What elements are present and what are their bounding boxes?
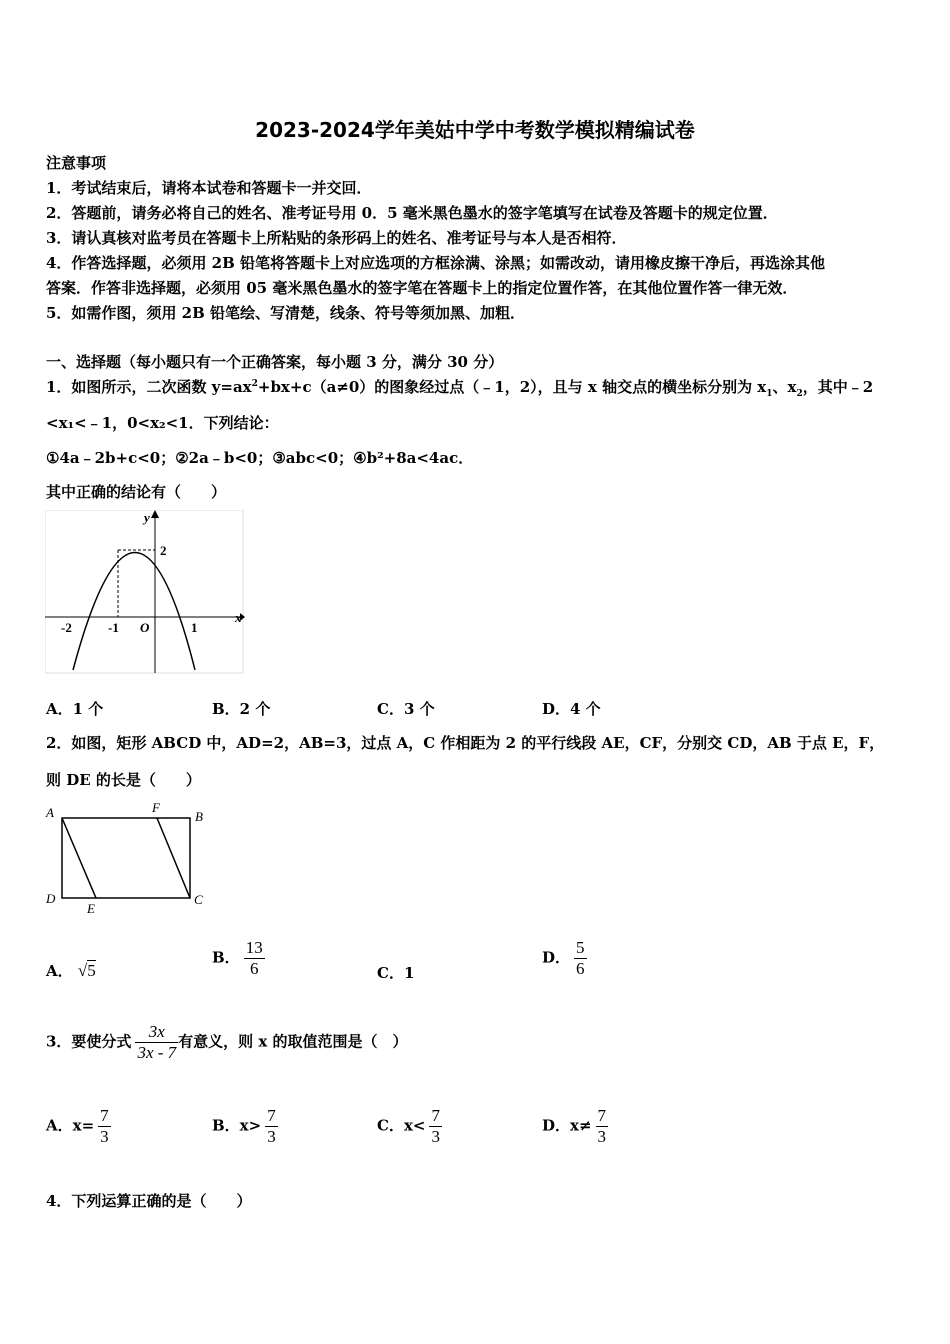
q3-option-c[interactable]: C．x< $\frac{7}{3}$ [377,1106,440,1146]
q1-option-d[interactable]: D．4 个 [542,700,601,718]
point-label: E [87,901,95,915]
tick-label: 2 [160,543,167,558]
q1-option-c[interactable]: C．3 个 [377,700,435,718]
origin-label: O [140,620,150,635]
page-title: 2023-2024学年美姑中学中考数学模拟精编试卷 [255,118,695,142]
section-heading: 一、选择题（每小题只有一个正确答案，每小题 3 分，满分 30 分） [46,353,504,371]
q1-option-a[interactable]: A．1 个 [46,700,104,718]
q2-option-a[interactable]: A． √5 [46,961,96,980]
y-axis-label: y [144,510,150,525]
q2-option-c[interactable]: C．1 [377,964,415,982]
q3-option-d[interactable]: D．x≠ $\frac{7}{3}$ [542,1106,607,1146]
q2-option-d[interactable]: D． $\frac{5}{6}$ [542,938,585,978]
q2-text: 则 DE 的长是（ ） [46,771,201,789]
note-item: 3．请认真核对监考员在答题卡上所粘贴的条形码上的姓名、准考证号与本人是否相符． [46,229,627,247]
tick-label: -1 [108,620,119,635]
q1-text: <x₁<﹣1，0<x₂<1．下列结论： [46,414,279,432]
point-label: B [195,809,203,824]
note-item: 答案．作答非选择题，必须用 05 毫米黑色墨水的签字笔在答题卡上的指定位置作答，在其他位置作答一律无效． [46,279,798,297]
q4-text: 4．下列运算正确的是（ ） [46,1192,252,1210]
note-item: 2．答题前，请务必将自己的姓名、准考证号用 0．5 毫米黑色墨水的签字笔填写在试卷及答题卡的规定位置． [46,204,778,222]
q3-text: 3．要使分式 $\frac{3x}{3x - 7}$ 有意义，则 x 的取值范围是（ ） [46,1022,408,1062]
point-label: D [46,891,56,906]
tick-label: 1 [191,620,198,635]
q1-option-b[interactable]: B．2 个 [212,700,271,718]
q3-option-b[interactable]: B．x> $\frac{7}{3}$ [212,1106,276,1146]
q2-option-b[interactable]: B． $\frac{13}{6}$ [212,938,263,978]
rectangle-figure [44,803,212,915]
note-item: 5．如需作图，须用 2B 铅笔绘、写清楚，线条、符号等须加黑、加粗． [46,304,525,322]
parabola-graph [45,510,245,675]
q2-text: 2．如图，矩形 ABCD 中，AD=2，AB=3，过点 A，C 作相距为 2 的平行线段 AE，CF，分别交 CD，AB 于点 E，F， [46,734,885,752]
notes-heading: 注意事项 [46,154,107,172]
q1-text: 1．如图所示，二次函数 $y=ax^2+bx+c(a\ne 0)$的图象经过点（﹣1，2），且与 x 轴交点的横坐标分别为 $x_1$、$x_2$，其中﹣2 [46,378,874,399]
q3-option-a[interactable]: A．x= $\frac{7}{3}$ [46,1106,109,1146]
note-item: 1．考试结束后，请将本试卷和答题卡一并交回． [46,179,372,197]
point-label: C [194,892,203,907]
tick-label: -2 [61,620,72,635]
q1-conclusions: ①4a﹣2b+c<0；②2a﹣b<0；③abc<0；④b²+8a<4ac． [46,449,474,467]
point-label: F [152,803,160,815]
x-axis-label: x [235,610,242,625]
note-item: 4．作答选择题，必须用 2B 铅笔将答题卡上对应选项的方框涂满、涂黑；如需改动，请用橡皮擦干净后，再选涂其他 [46,254,826,272]
q1-question: 其中正确的结论有（ ） [46,483,227,501]
point-label: A [46,805,54,820]
